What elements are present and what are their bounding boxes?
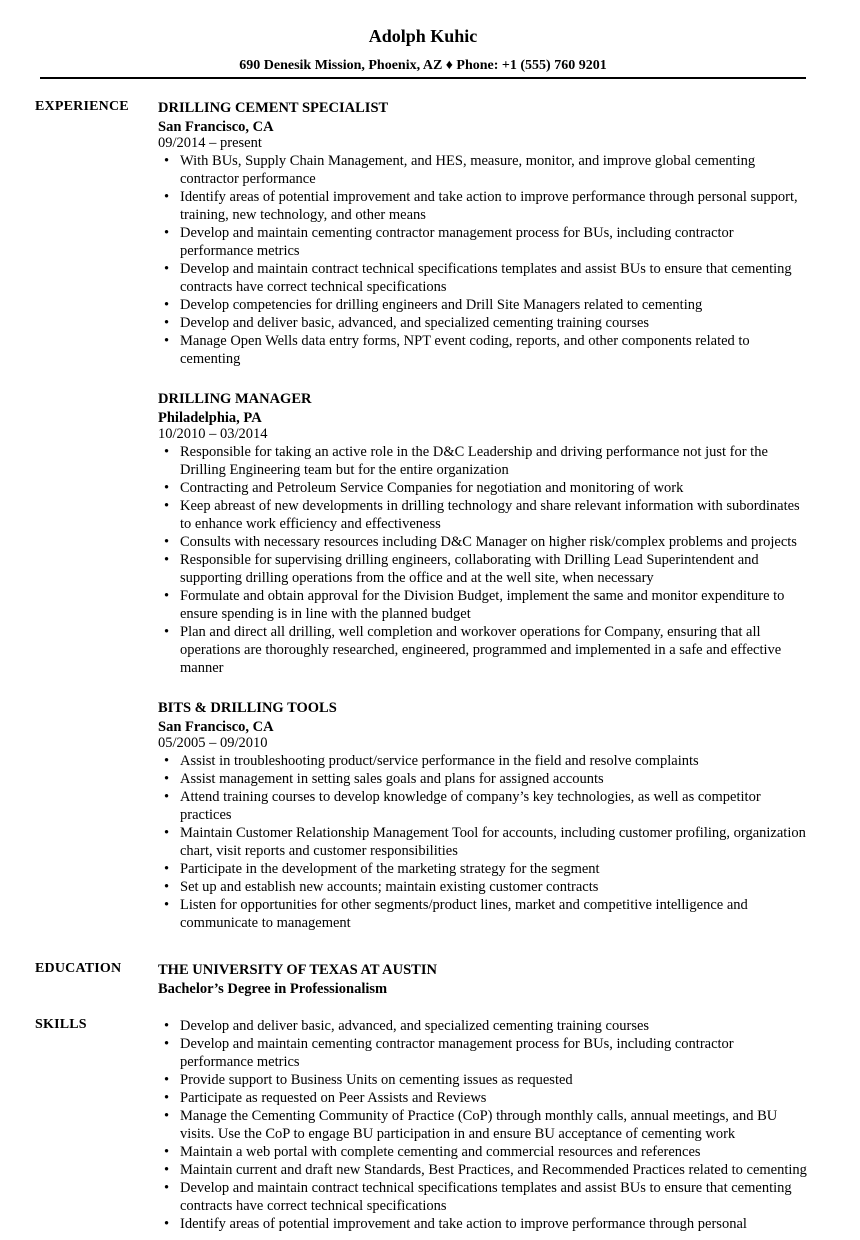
bullet-text: Identify areas of potential improvement and take action to improve performance through personal support, training, new technology, and other means	[180, 189, 798, 223]
bullet-text: Participate in the development of the marketing strategy for the segment	[180, 861, 600, 877]
bullet-text: Develop and maintain contract technical specifications templates and assist BUs to ensure that cementing contracts have correct technical specifications	[180, 1180, 792, 1214]
bullet-icon: •	[164, 297, 170, 313]
bullet-icon: •	[164, 189, 170, 205]
list-item	[158, 1017, 810, 1035]
bullet-icon: •	[164, 480, 170, 496]
list-item	[158, 224, 810, 260]
job-dates: 05/2005 – 09/2010	[158, 735, 268, 751]
bullet-text: Maintain Customer Relationship Management Tool for accounts, including customer profiling, organization chart, visit reports and customer responsibilities	[180, 825, 806, 859]
list-item	[158, 260, 810, 296]
bullet-text: Assist management in setting sales goals and plans for assigned accounts	[180, 771, 604, 787]
list-item	[158, 152, 810, 188]
bullet-text: Assist in troubleshooting product/service performance in the field and resolve complaints	[180, 753, 699, 769]
list-item	[158, 443, 810, 479]
bullet-icon: •	[164, 1108, 170, 1124]
bullet-icon: •	[164, 1144, 170, 1160]
bullet-icon: •	[164, 1180, 170, 1196]
experience-label: EXPERIENCE	[35, 99, 129, 114]
bullet-text: Develop and maintain cementing contractor management process for BUs, including contractor performance metrics	[180, 1036, 734, 1070]
bullet-text: Develop competencies for drilling engineers and Drill Site Managers related to cementing	[180, 297, 703, 313]
job-dates: 10/2010 – 03/2014	[158, 426, 268, 442]
bullet-icon: •	[164, 1216, 170, 1232]
bullet-icon: •	[164, 261, 170, 277]
list-item	[158, 623, 810, 677]
job-location: Philadelphia, PA	[158, 410, 262, 426]
list-item	[158, 860, 810, 878]
list-item	[158, 896, 810, 932]
degree: Bachelor’s Degree in Professionalism	[158, 981, 388, 997]
bullet-text: Consults with necessary resources including D&C Manager on higher risk/complex problems and projects	[180, 534, 797, 550]
list-item	[158, 497, 810, 533]
list-item	[158, 788, 810, 824]
bullet-icon: •	[164, 1036, 170, 1052]
bullet-icon: •	[164, 771, 170, 787]
experience-body	[158, 99, 810, 954]
bullet-icon: •	[164, 1162, 170, 1178]
job-entry	[158, 99, 810, 368]
candidate-name: Adolph Kuhic	[368, 26, 478, 46]
job-bullets	[158, 443, 810, 677]
job-location: San Francisco, CA	[158, 719, 274, 735]
list-item	[158, 1161, 810, 1179]
bullet-text: Develop and maintain cementing contractor management process for BUs, including contractor performance metrics	[180, 225, 734, 259]
job-location: San Francisco, CA	[158, 119, 274, 135]
list-item	[158, 752, 810, 770]
bullet-text: Identify areas of potential improvement and take action to improve performance through personal	[180, 1216, 747, 1232]
skills-label: SKILLS	[35, 1017, 87, 1032]
list-item	[158, 1035, 810, 1071]
bullet-text: Maintain current and draft new Standards, Best Practices, and Recommended Practices related to cementing	[180, 1162, 807, 1178]
list-item	[158, 878, 810, 896]
bullet-text: Formulate and obtain approval for the Division Budget, implement the same and monitor expenditure to ensure spending is in line with the planned budget	[180, 588, 785, 622]
education-label: EDUCATION	[35, 961, 122, 976]
header-divider	[40, 77, 806, 79]
skills-bullets	[158, 1017, 810, 1233]
bullet-icon: •	[164, 753, 170, 769]
list-item	[158, 587, 810, 623]
list-item	[158, 1143, 810, 1161]
bullet-text: Develop and deliver basic, advanced, and specialized cementing training courses	[180, 1018, 650, 1034]
list-item	[158, 1107, 810, 1143]
bullet-icon: •	[164, 588, 170, 604]
bullet-text: With BUs, Supply Chain Management, and HES, measure, monitor, and improve global cementing contractor performance	[180, 153, 756, 187]
bullet-text: Participate as requested on Peer Assists and Reviews	[180, 1090, 487, 1106]
bullet-text: Responsible for taking an active role in the D&C Leadership and driving performance not just for the Drilling Engineering team but for the entire organization	[180, 444, 768, 478]
bullet-icon: •	[164, 897, 170, 913]
bullet-icon: •	[164, 153, 170, 169]
bullet-text: Listen for opportunities for other segments/product lines, market and competitive intelligence and communicate to management	[180, 897, 748, 931]
bullet-icon: •	[164, 1018, 170, 1034]
bullet-text: Manage Open Wells data entry forms, NPT event coding, reports, and other components related to cementing	[180, 333, 750, 367]
job-entry	[158, 390, 810, 677]
bullet-text: Keep abreast of new developments in drilling technology and share relevant information with subordinates to enhance work efficiency and effectiveness	[180, 498, 800, 532]
list-item	[158, 824, 810, 860]
bullet-text: Provide support to Business Units on cementing issues as requested	[180, 1072, 573, 1088]
bullet-icon: •	[164, 861, 170, 877]
bullet-text: Contracting and Petroleum Service Companies for negotiation and monitoring of work	[180, 480, 684, 496]
skills-body	[158, 1017, 810, 1233]
job-entry	[158, 699, 810, 932]
list-item	[158, 1215, 810, 1233]
bullet-text: Plan and direct all drilling, well completion and workover operations for Company, ensuring that all operations are thoroughly researched, engineered, programmed and implemented in a safe and effective manner	[180, 624, 782, 676]
school-name: THE UNIVERSITY OF TEXAS AT AUSTIN	[158, 962, 437, 978]
list-item	[158, 188, 810, 224]
contact-line: 690 Denesik Mission, Phoenix, AZ ♦ Phone: +1 (555) 760 9201	[239, 58, 607, 73]
bullet-text: Develop and maintain contract technical specifications templates and assist BUs to ensure that cementing contracts have correct technical specifications	[180, 261, 792, 295]
job-title: DRILLING MANAGER	[158, 391, 312, 407]
list-item	[158, 770, 810, 788]
list-item	[158, 533, 810, 551]
bullet-icon: •	[164, 624, 170, 640]
list-item	[158, 1071, 810, 1089]
bullet-icon: •	[164, 333, 170, 349]
list-item	[158, 296, 810, 314]
bullet-icon: •	[164, 1072, 170, 1088]
bullet-icon: •	[164, 444, 170, 460]
bullet-icon: •	[164, 1090, 170, 1106]
job-title: BITS & DRILLING TOOLS	[158, 700, 337, 716]
bullet-icon: •	[164, 789, 170, 805]
bullet-text: Develop and deliver basic, advanced, and specialized cementing training courses	[180, 315, 650, 331]
bullet-icon: •	[164, 825, 170, 841]
list-item	[158, 314, 810, 332]
bullet-text: Attend training courses to develop knowledge of company’s key technologies, as well as competitor practices	[180, 789, 761, 823]
bullet-icon: •	[164, 552, 170, 568]
bullet-icon: •	[164, 315, 170, 331]
bullet-text: Maintain a web portal with complete cementing and commercial resources and references	[180, 1144, 701, 1160]
job-dates: 09/2014 – present	[158, 135, 262, 151]
list-item	[158, 479, 810, 497]
job-title: DRILLING CEMENT SPECIALIST	[158, 100, 389, 116]
bullet-icon: •	[164, 534, 170, 550]
list-item	[158, 551, 810, 587]
job-bullets	[158, 152, 810, 368]
bullet-icon: •	[164, 879, 170, 895]
list-item	[158, 1179, 810, 1215]
bullet-icon: •	[164, 225, 170, 241]
list-item	[158, 332, 810, 368]
bullet-text: Manage the Cementing Community of Practice (CoP) through monthly calls, annual meetings, and BU visits. Use the CoP to engage BU participation in and ensure BU acceptance of cementing work	[180, 1108, 778, 1142]
list-item	[158, 1089, 810, 1107]
bullet-icon: •	[164, 498, 170, 514]
education-body	[158, 961, 810, 998]
bullet-text: Responsible for supervising drilling engineers, collaborating with Drilling Lead Superintendent and supporting drilling operations from the office and at the well site, when necessary	[180, 552, 759, 586]
bullet-text: Set up and establish new accounts; maintain existing customer contracts	[180, 879, 599, 895]
job-bullets	[158, 752, 810, 932]
